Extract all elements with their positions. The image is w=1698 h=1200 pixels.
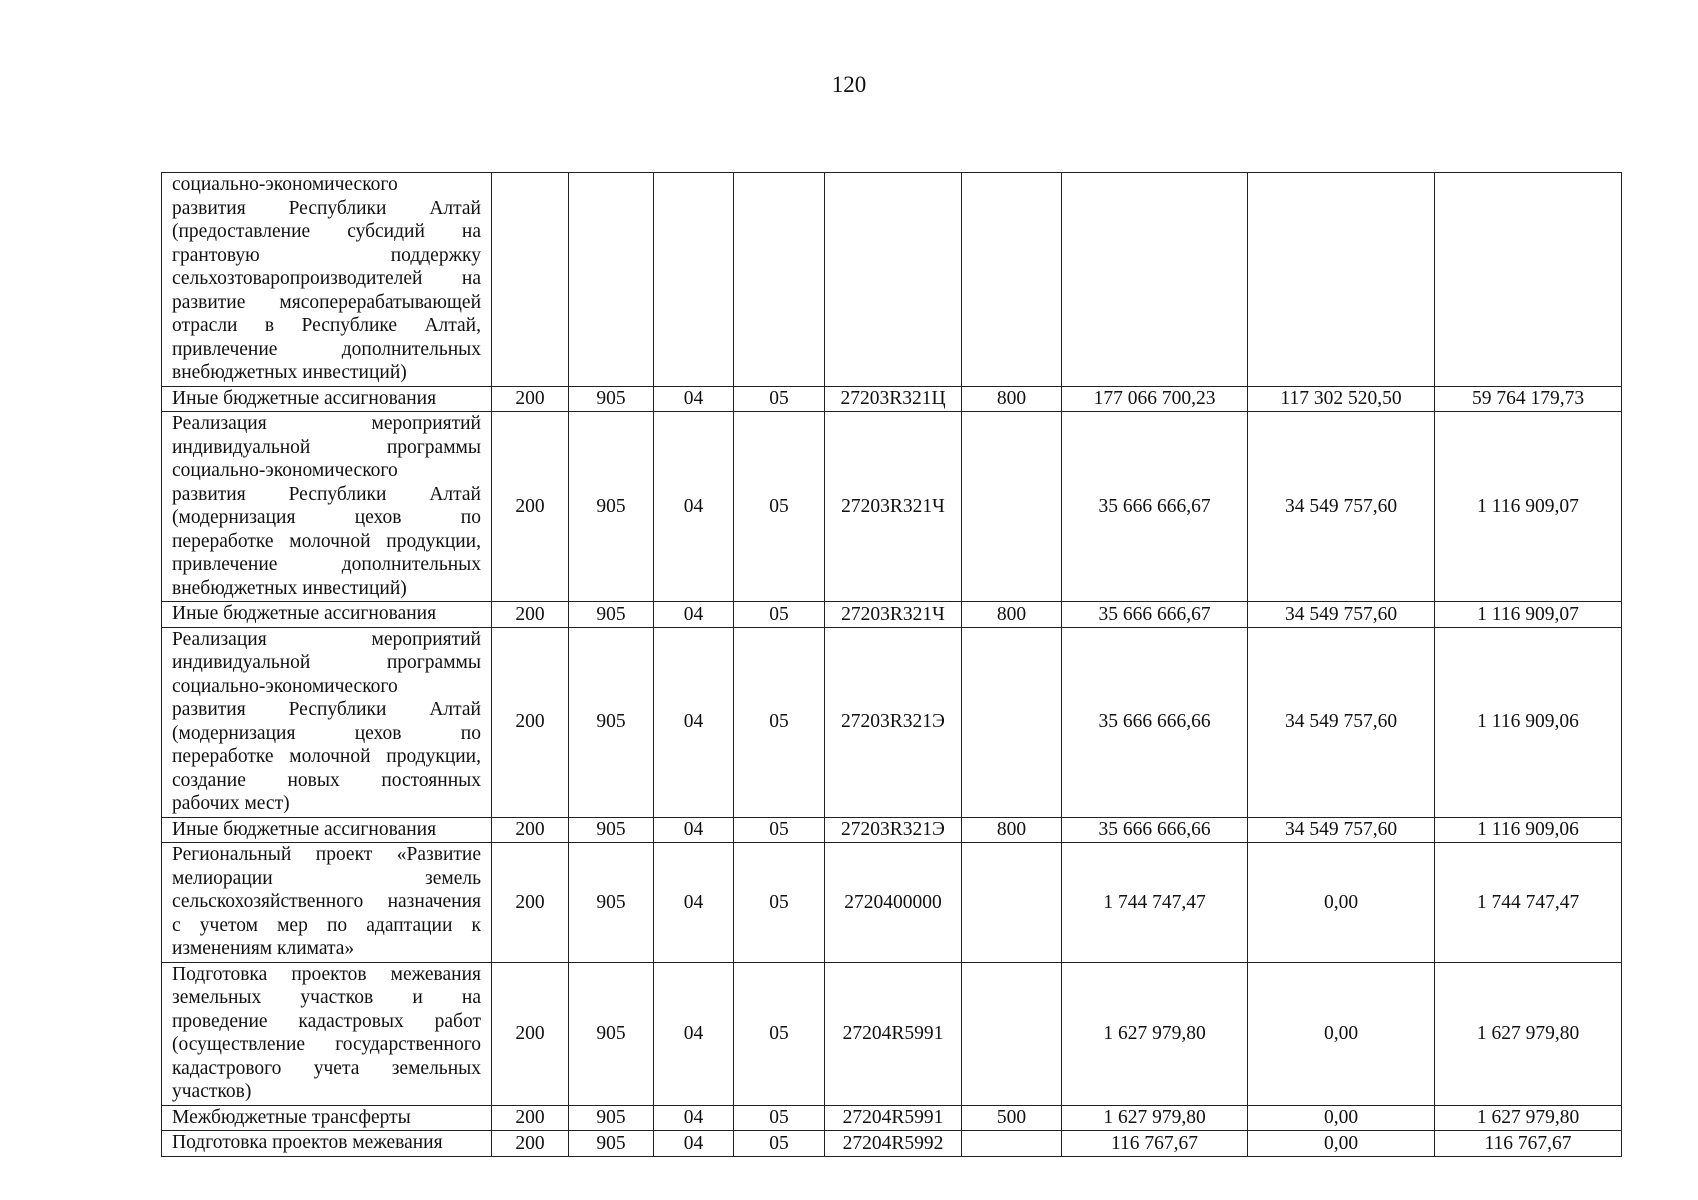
column-section-code: 04 xyxy=(654,843,734,963)
column-target-article-code: 27203R321Ч xyxy=(825,412,962,602)
description-line: сельскохозяйственного назначения xyxy=(172,891,481,912)
column-subsection-code: 05 xyxy=(734,1105,825,1131)
column-section-code: 04 xyxy=(654,386,734,412)
column-ministry-code: 905 xyxy=(569,386,654,412)
column-amount-federal: 34 549 757,60 xyxy=(1248,817,1435,843)
description-line: Региональный проект «Развитие xyxy=(172,844,481,865)
description-line: (модернизация цехов по xyxy=(172,507,481,528)
column-subsection-code: 05 xyxy=(734,386,825,412)
budget-table xyxy=(161,172,1622,1157)
description-line: рабочих мест) xyxy=(172,793,290,814)
column-grbs-code xyxy=(492,173,569,387)
column-grbs-code: 200 xyxy=(492,1105,569,1131)
description-line: социально-экономического xyxy=(172,174,398,195)
table-row xyxy=(162,386,1622,412)
column-target-article-code: 27203R321Э xyxy=(825,627,962,817)
column-amount-total: 1 627 979,80 xyxy=(1062,962,1248,1105)
column-expense-type-code: 800 xyxy=(962,817,1062,843)
table-row xyxy=(162,843,1622,963)
column-target-article-code: 27204R5992 xyxy=(825,1131,962,1157)
description-line: внебюджетных инвестиций) xyxy=(172,362,407,383)
description-line: развития Республики Алтай xyxy=(172,197,481,219)
column-section-code: 04 xyxy=(654,412,734,602)
column-target-article-code: 2720400000 xyxy=(825,843,962,963)
budget-table-body xyxy=(162,173,1622,1157)
description-line: привлечение дополнительных xyxy=(172,554,481,575)
column-ministry-code: 905 xyxy=(569,412,654,602)
description-line: индивидуальной программы xyxy=(172,652,481,673)
column-amount-federal xyxy=(1248,173,1435,387)
column-expense-type-code xyxy=(962,173,1062,387)
description-line: Реализация мероприятий xyxy=(172,628,481,650)
column-expense-type-code xyxy=(962,412,1062,602)
column-target-article-code xyxy=(825,173,962,387)
description-line: развития Республики Алтай xyxy=(172,699,481,720)
column-amount-regional: 1 744 747,47 xyxy=(1435,843,1622,963)
column-amount-federal: 0,00 xyxy=(1248,1131,1435,1157)
row-description xyxy=(162,843,492,963)
column-ministry-code: 905 xyxy=(569,1105,654,1131)
row-description xyxy=(162,602,492,628)
table-row xyxy=(162,173,1622,387)
column-amount-federal: 34 549 757,60 xyxy=(1248,627,1435,817)
description-line: отрасли в Республике Алтай, xyxy=(172,315,481,336)
table-row xyxy=(162,602,1622,628)
column-amount-federal: 34 549 757,60 xyxy=(1248,602,1435,628)
description-line: переработке молочной продукции, xyxy=(172,530,481,552)
description-line: переработке молочной продукции, xyxy=(172,746,481,767)
description-line: с учетом мер по адаптации к xyxy=(172,914,481,936)
column-target-article-code: 27203R321Ч xyxy=(825,602,962,628)
description-line: (предоставление субсидий на xyxy=(172,221,481,242)
description-line: Иные бюджетные ассигнования xyxy=(172,387,437,409)
column-expense-type-code xyxy=(962,843,1062,963)
column-ministry-code xyxy=(569,173,654,387)
column-subsection-code: 05 xyxy=(734,627,825,817)
table-row xyxy=(162,627,1622,817)
column-target-article-code: 27204R5991 xyxy=(825,1105,962,1131)
column-amount-regional: 1 116 909,07 xyxy=(1435,412,1622,602)
column-grbs-code: 200 xyxy=(492,627,569,817)
table-row xyxy=(162,962,1622,1105)
column-ministry-code: 905 xyxy=(569,817,654,843)
row-description xyxy=(162,386,492,412)
row-description xyxy=(162,1105,492,1131)
column-expense-type-code: 800 xyxy=(962,602,1062,628)
description-line: сельхозтоваропроизводителей на xyxy=(172,268,481,289)
description-line: (модернизация цехов по xyxy=(172,722,481,744)
page-number: 120 xyxy=(831,72,867,97)
description-line: Подготовка проектов межевания xyxy=(172,1132,443,1153)
description-line: внебюджетных инвестиций) xyxy=(172,577,407,599)
table-row xyxy=(162,817,1622,843)
column-amount-federal: 34 549 757,60 xyxy=(1248,412,1435,602)
description-line: мелиорации земель xyxy=(172,867,481,889)
column-expense-type-code xyxy=(962,627,1062,817)
column-amount-regional: 116 767,67 xyxy=(1435,1131,1622,1157)
row-description xyxy=(162,1131,492,1157)
description-line: грантовую поддержку xyxy=(172,244,481,266)
column-grbs-code: 200 xyxy=(492,1131,569,1157)
description-line: Иные бюджетные ассигнования xyxy=(172,818,437,840)
row-description xyxy=(162,962,492,1105)
column-ministry-code: 905 xyxy=(569,602,654,628)
column-amount-total: 35 666 666,67 xyxy=(1062,602,1248,628)
description-line: Подготовка проектов межевания xyxy=(172,963,481,985)
column-expense-type-code: 800 xyxy=(962,386,1062,412)
row-description xyxy=(162,627,492,817)
column-subsection-code xyxy=(734,173,825,387)
column-amount-total: 35 666 666,66 xyxy=(1062,817,1248,843)
table-row xyxy=(162,1105,1622,1131)
description-line: создание новых постоянных xyxy=(172,769,481,791)
column-grbs-code: 200 xyxy=(492,843,569,963)
description-line: Иные бюджетные ассигнования xyxy=(172,603,437,624)
column-section-code xyxy=(654,173,734,387)
column-amount-total: 1 744 747,47 xyxy=(1062,843,1248,963)
column-expense-type-code xyxy=(962,1131,1062,1157)
column-grbs-code: 200 xyxy=(492,962,569,1105)
description-line: социально-экономического xyxy=(172,675,398,697)
description-line: социально-экономического xyxy=(172,460,398,481)
description-line: индивидуальной программы xyxy=(172,436,481,458)
column-amount-total: 116 767,67 xyxy=(1062,1131,1248,1157)
column-amount-federal: 117 302 520,50 xyxy=(1248,386,1435,412)
table-row xyxy=(162,1131,1622,1157)
column-expense-type-code xyxy=(962,962,1062,1105)
column-section-code: 04 xyxy=(654,627,734,817)
description-line: привлечение дополнительных xyxy=(172,338,481,360)
row-description xyxy=(162,412,492,602)
column-subsection-code: 05 xyxy=(734,843,825,963)
column-expense-type-code: 500 xyxy=(962,1105,1062,1131)
column-amount-total: 1 627 979,80 xyxy=(1062,1105,1248,1131)
description-line: земельных участков и на xyxy=(172,987,481,1008)
column-subsection-code: 05 xyxy=(734,602,825,628)
column-amount-regional: 59 764 179,73 xyxy=(1435,386,1622,412)
column-amount-federal: 0,00 xyxy=(1248,843,1435,963)
column-amount-regional: 1 627 979,80 xyxy=(1435,1105,1622,1131)
column-subsection-code: 05 xyxy=(734,412,825,602)
column-amount-regional: 1 627 979,80 xyxy=(1435,962,1622,1105)
description-line: изменениям климата» xyxy=(172,938,355,959)
description-line: (осуществление государственного xyxy=(172,1034,481,1055)
column-section-code: 04 xyxy=(654,962,734,1105)
column-target-article-code: 27203R321Ц xyxy=(825,386,962,412)
row-description xyxy=(162,817,492,843)
column-amount-regional: 1 116 909,06 xyxy=(1435,627,1622,817)
column-amount-federal: 0,00 xyxy=(1248,1105,1435,1131)
column-amount-total: 177 066 700,23 xyxy=(1062,386,1248,412)
column-ministry-code: 905 xyxy=(569,627,654,817)
column-section-code: 04 xyxy=(654,1131,734,1157)
description-line: участков) xyxy=(172,1081,252,1102)
column-grbs-code: 200 xyxy=(492,386,569,412)
description-line: кадастрового учета земельных xyxy=(172,1057,481,1079)
description-line: Межбюджетные трансферты xyxy=(172,1106,411,1128)
column-section-code: 04 xyxy=(654,602,734,628)
column-amount-federal: 0,00 xyxy=(1248,962,1435,1105)
column-target-article-code: 27203R321Э xyxy=(825,817,962,843)
column-ministry-code: 905 xyxy=(569,962,654,1105)
table-row xyxy=(162,412,1622,602)
column-section-code: 04 xyxy=(654,817,734,843)
column-amount-total: 35 666 666,66 xyxy=(1062,627,1248,817)
column-subsection-code: 05 xyxy=(734,1131,825,1157)
row-description xyxy=(162,173,492,387)
column-section-code: 04 xyxy=(654,1105,734,1131)
column-target-article-code: 27204R5991 xyxy=(825,962,962,1105)
column-amount-total: 35 666 666,67 xyxy=(1062,412,1248,602)
column-amount-regional xyxy=(1435,173,1622,387)
column-amount-regional: 1 116 909,06 xyxy=(1435,817,1622,843)
column-ministry-code: 905 xyxy=(569,1131,654,1157)
description-line: проведение кадастровых работ xyxy=(172,1010,481,1032)
column-grbs-code: 200 xyxy=(492,602,569,628)
column-amount-regional: 1 116 909,07 xyxy=(1435,602,1622,628)
column-grbs-code: 200 xyxy=(492,817,569,843)
description-line: развития Республики Алтай xyxy=(172,483,481,505)
column-subsection-code: 05 xyxy=(734,962,825,1105)
column-ministry-code: 905 xyxy=(569,843,654,963)
description-line: развитие мясоперерабатывающей xyxy=(172,291,481,313)
column-subsection-code: 05 xyxy=(734,817,825,843)
column-amount-total xyxy=(1062,173,1248,387)
description-line: Реализация мероприятий xyxy=(172,413,481,434)
column-grbs-code: 200 xyxy=(492,412,569,602)
